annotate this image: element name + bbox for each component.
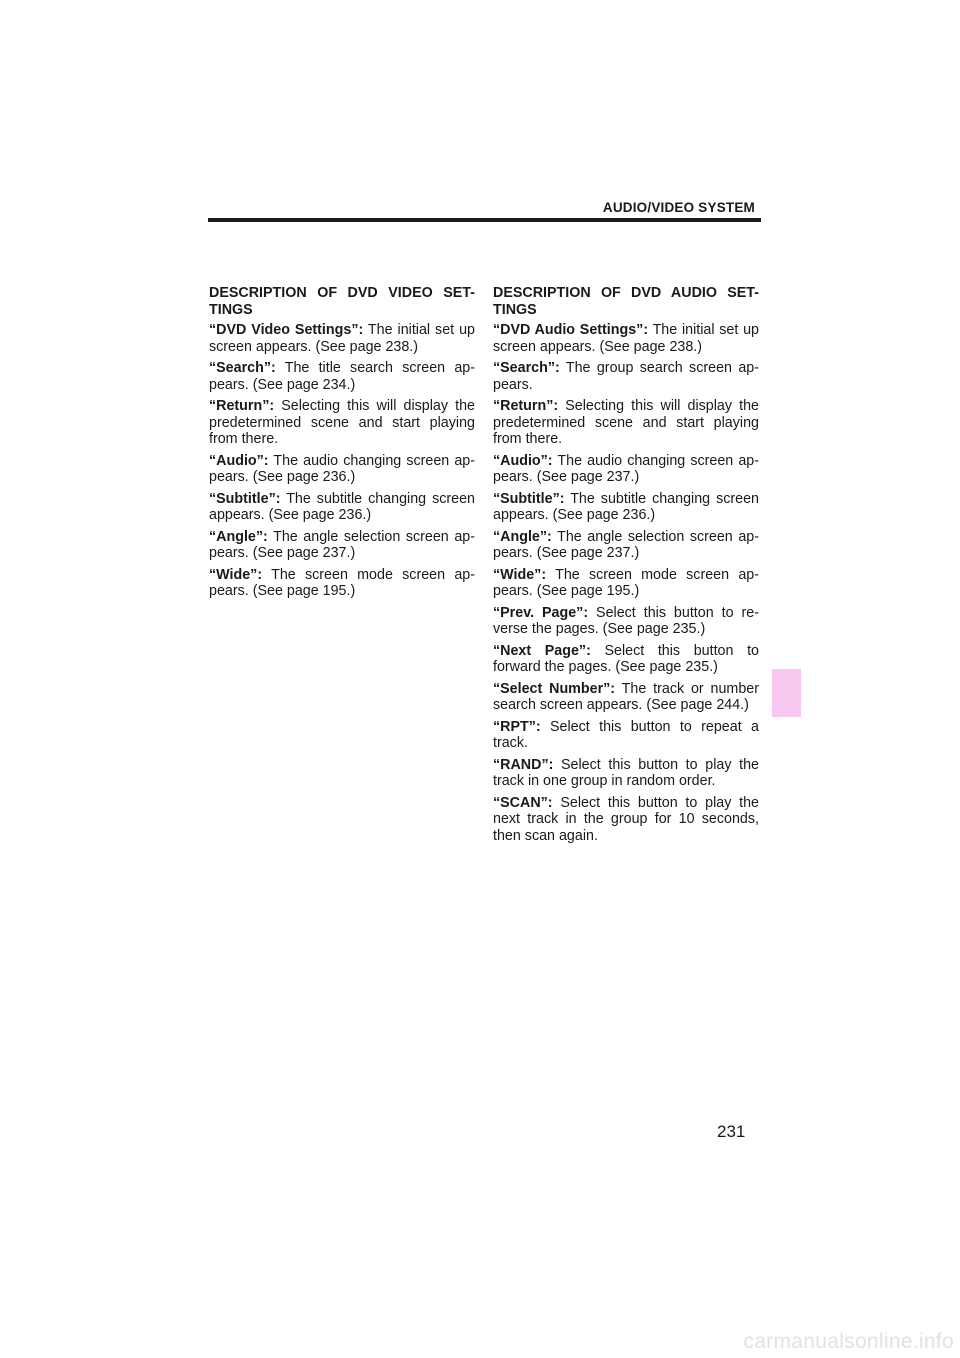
- watermark: carmanualsonline.info: [743, 1330, 954, 1353]
- right-column: [493, 285, 759, 849]
- definition-term: “DVD Audio Settings”:: [493, 322, 649, 338]
- definition-term: “Wide”:: [493, 566, 547, 583]
- definition-text: The angle selection screen ap-pears. (See page 237.): [209, 528, 475, 561]
- definition-term: “Prev. Page”:: [493, 604, 589, 621]
- definition-text: Select this button to forward the pages. (See page 235.): [493, 642, 759, 675]
- header-rule: [208, 218, 761, 222]
- definition-text: The initial set up screen appears. (See page 238.): [493, 322, 759, 355]
- chapter-side-tab: [772, 669, 801, 717]
- definition-entry: [493, 398, 759, 448]
- definition-text: The audio changing screen ap-pears. (See page 237.): [493, 452, 759, 485]
- definition-text: The group search screen ap-pears.: [493, 360, 759, 393]
- definition-entry: [209, 491, 475, 524]
- right-entry-list: [493, 322, 759, 844]
- definition-text: The angle selection screen ap-pears. (See page 237.): [493, 528, 759, 561]
- definition-term: “SCAN”:: [493, 794, 553, 811]
- definition-text: The subtitle changing screen appears. (See page 236.): [493, 490, 759, 523]
- left-column: [209, 285, 475, 605]
- definition-entry: [209, 453, 475, 486]
- definition-entry: [493, 643, 759, 676]
- definition-term: “Search”:: [493, 360, 560, 376]
- definition-entry: [209, 398, 475, 448]
- definition-entry: [209, 322, 475, 355]
- left-section-heading: DESCRIPTION OF DVD VIDEO SET-TINGS: [209, 285, 475, 318]
- definition-term: “Audio”:: [209, 452, 269, 469]
- definition-text: Selecting this will display the predetermined scene and start playing from there.: [493, 398, 759, 447]
- definition-text: Select this button to re-verse the pages. (See page 235.): [493, 604, 759, 637]
- definition-term: “Angle”:: [209, 528, 268, 545]
- definition-text: The subtitle changing screen appears. (See page 236.): [209, 490, 475, 523]
- definition-entry: [493, 529, 759, 562]
- definition-entry: [209, 529, 475, 562]
- definition-text: Select this button to play the next track in the group for 10 seconds, then scan again.: [493, 794, 759, 844]
- left-entry-list: [209, 322, 475, 600]
- definition-text: The title search screen ap-pears. (See page 234.): [209, 360, 475, 393]
- definition-text: The audio changing screen ap-pears. (See page 236.): [209, 452, 475, 485]
- definition-entry: [493, 491, 759, 524]
- definition-term: “DVD Video Settings”:: [209, 322, 364, 338]
- definition-term: “Select Number”:: [493, 680, 616, 697]
- right-section-heading: DESCRIPTION OF DVD AUDIO SET-TINGS: [493, 285, 759, 318]
- definition-text: The track or number search screen appears. (See page 244.): [493, 680, 760, 713]
- definition-term: “Subtitle”:: [209, 490, 281, 507]
- definition-term: “Audio”:: [493, 452, 553, 469]
- definition-entry: [493, 360, 759, 393]
- definition-term: “RPT”:: [493, 718, 541, 735]
- definition-entry: [493, 605, 759, 638]
- definition-entry: [209, 360, 475, 393]
- definition-text: Select this button to repeat a track.: [493, 718, 759, 751]
- definition-term: “Angle”:: [493, 528, 552, 545]
- definition-term: “Return”:: [493, 398, 559, 414]
- definition-entry: [493, 757, 759, 790]
- definition-term: “RAND”:: [493, 756, 554, 773]
- definition-entry: [209, 567, 475, 600]
- definition-entry: [493, 322, 759, 355]
- definition-entry: [493, 567, 759, 600]
- section-header-title: AUDIO/VIDEO SYSTEM: [602, 200, 755, 215]
- definition-text: The screen mode screen ap-pears. (See page 195.): [493, 566, 759, 599]
- definition-text: The initial set up screen appears. (See page 238.): [209, 322, 475, 355]
- definition-text: Selecting this will display the predetermined scene and start playing from there.: [209, 398, 475, 447]
- definition-entry: [493, 795, 759, 845]
- page-number: 231: [717, 1122, 746, 1141]
- definition-entry: [493, 681, 759, 714]
- definition-term: “Subtitle”:: [493, 490, 565, 507]
- definition-text: The screen mode screen ap-pears. (See page 195.): [209, 566, 475, 599]
- definition-term: “Wide”:: [209, 566, 263, 583]
- definition-term: “Return”:: [209, 398, 275, 414]
- definition-text: Select this button to play the track in one group in random order.: [493, 756, 759, 789]
- definition-entry: [493, 719, 759, 752]
- definition-entry: [493, 453, 759, 486]
- definition-term: “Search”:: [209, 360, 276, 376]
- definition-term: “Next Page”:: [493, 642, 591, 659]
